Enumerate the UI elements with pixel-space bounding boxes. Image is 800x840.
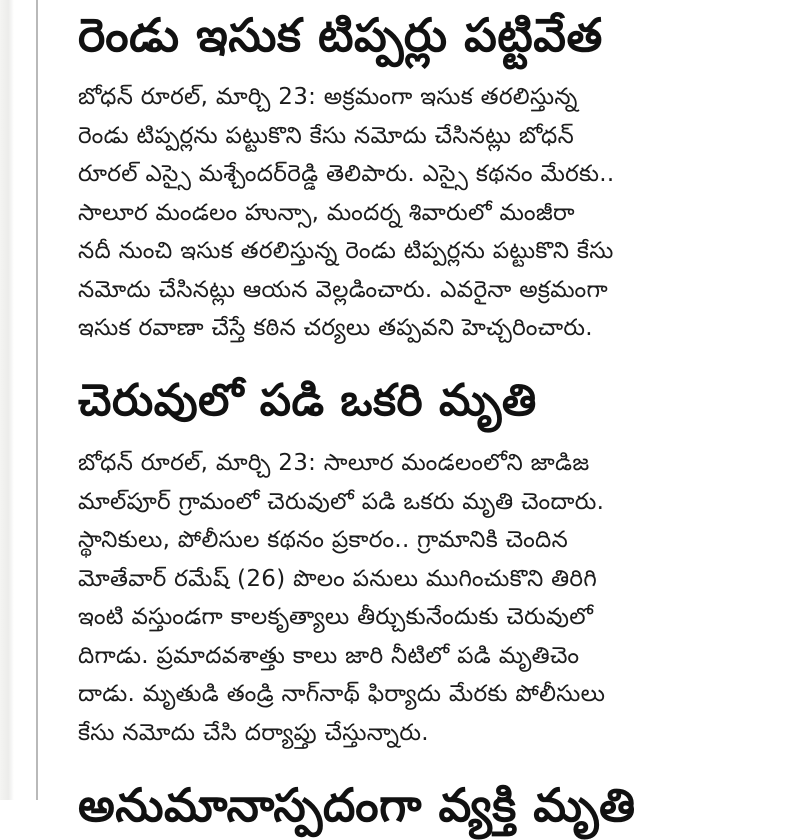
headline: అనుమానాస్పదంగా వ్యక్తి మృతి <box>78 778 636 832</box>
body-line: దిగాడు. ప్రమాదవశాత్తు కాలు జారి నీటిలో పడి మృతిచెం <box>78 642 580 669</box>
body-line: దాడు. మృతుడి తండ్రి నాగ్‌నాథ్ ఫిర్యాదు మేరకు పోలీసులు <box>78 681 606 707</box>
article-cut-off <box>78 770 738 840</box>
body-line: ఇసుక రవాణా చేస్తే కఠిన చర్యలు తప్పవని హెచ్చరించారు. <box>78 315 593 341</box>
body-line: మోతేవార్ రమేష్ (26) పొలం పనులు ముగించుకొని తిరిగి <box>78 565 598 592</box>
body-line: బోధన్ రూరల్, మార్చి 23: సాలూర మండలంలోని జాడిజ <box>78 450 590 476</box>
article-body <box>78 78 738 348</box>
scan-edge <box>0 0 14 800</box>
headline: రెండు ఇసుక టిప్పర్లు పట్టివేత <box>78 8 603 62</box>
body-line: రెండు టిప్పర్లను పట్టుకొని కేసు నమోదు చేసినట్లు బోధన్ <box>78 122 575 149</box>
headline: చెరువులో పడి ఒకరి మృతి <box>78 375 537 426</box>
body-line: కేసు నమోదు చేసి దర్యాప్తు చేస్తున్నారు. <box>78 719 429 746</box>
body-line: నమోదు చేసినట్లు ఆయన వెల్లడించారు. ఎవరైనా అక్రమంగా <box>78 276 608 303</box>
body-line: స్థానికులు, పోలీసుల కథనం ప్రకారం.. గ్రామానికి చెందిన <box>78 527 569 553</box>
body-line: రూరల్ ఎస్సై మశ్చేందర్‌రెడ్డి తెలిపారు. ఎస్సై కథనం మేరకు.. <box>78 161 615 187</box>
body-line: నదీ నుంచి ఇసుక తరలిస్తున్న రెండు టిప్పర్లను పట్టుకొని కేసు <box>78 238 614 264</box>
column-divider <box>36 0 38 800</box>
body-line: ఇంటి వస్తుండగా కాలకృత్యాలు తీర్చుకునేందుకు చెరువులో <box>78 604 594 630</box>
article-drowning-in-pond <box>78 368 738 752</box>
body-line: బోధన్ రూరల్, మార్చి 23: అక్రమంగా ఇసుక తరలిస్తున్న <box>78 84 578 110</box>
article-sand-tippers-seized <box>78 0 738 348</box>
article-body <box>78 444 738 752</box>
body-line: సాలూర మండలం హున్సా, మందర్న శివారులో మంజీరా <box>78 199 575 226</box>
body-line: మాల్‌పూర్ గ్రామంలో చెరువులో పడి ఒకరు మృతి చెందారు. <box>78 488 605 515</box>
